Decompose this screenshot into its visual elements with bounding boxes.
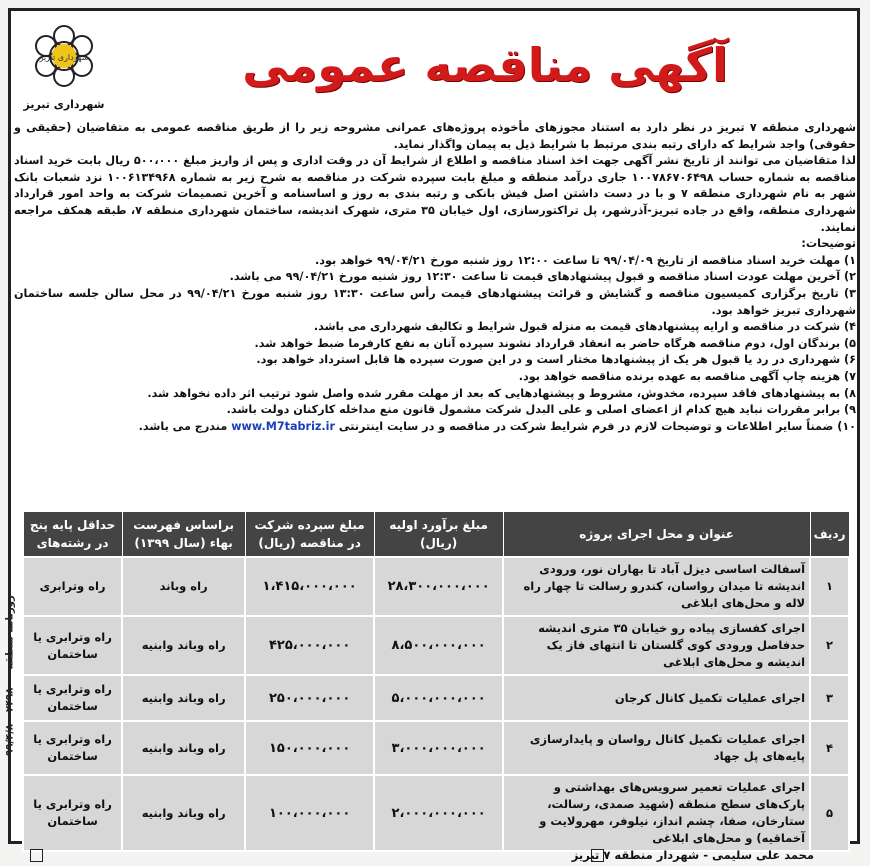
newspaper-side-strip — [0, 560, 14, 800]
col-header-grade: حداقل پایه پنج در رشته‌های — [23, 512, 122, 558]
website-link[interactable]: www.M7tabriz.ir — [231, 419, 336, 433]
footer-box-icon — [591, 849, 604, 862]
cell-pricelist: راه وباند وابنیه — [122, 721, 245, 775]
table-header-row — [23, 512, 849, 558]
cell-grade: راه وترابری یا ساختمان — [23, 775, 122, 851]
cell-estimate: ۳،۰۰۰،۰۰۰،۰۰۰ — [374, 721, 503, 775]
col-header-pricelist: براساس فهرست بهاء (سال ۱۳۹۹) — [122, 512, 245, 558]
cell-pricelist: راه وباند — [122, 557, 245, 616]
cell-row: ۴ — [810, 721, 849, 775]
intro-paragraph-2: لذا متقاضیان می توانند از تاریخ نشر آگهی جهت اخذ اسناد مناقصه و اطلاع از شرایط آن در وقت اداری و پس از واریز مبلغ ۵۰۰،۰۰۰ ریال بابت خرید اسناد مناقصه به شماره حساب ۱۰۰۷۸۶۷۰۶۴۹۸ جاری درآمد منطقه و مبلغ بابت سپرده شرکت در مناقصه به شرح زیر به شماره ۱۰۰۶۱۳۴۹۶۸ نزد شعبات بانک شهر به نام شهرداری منطقه ۷ و با در دست داشتن اصل فیش بانکی و رتبه بندی به روز و اساسنامه و آخرین تصمیمات شرکت به واحد امور قرارداد شهرداری منطقه، واقع در جاده تبریز-آذرشهر، پل تراکتورسازی، اول خیابان ۳۵ متری، شهرک اندیشه، ساختمان شهرداری منطقه ۷، طبقه همکف مراجعه نمایند. — [14, 154, 857, 234]
cell-estimate: ۵،۰۰۰،۰۰۰،۰۰۰ — [374, 675, 503, 721]
footer-box-icon — [30, 849, 43, 862]
cell-grade: راه وترابری — [23, 557, 122, 616]
cell-grade: راه وترابری یا ساختمان — [23, 721, 122, 775]
note-item: ۴) شرکت در مناقصه و ارایه پیشنهادهای قیمت به منزله قبول شرایط و تکالیف شهرداری می باشد. — [313, 320, 856, 334]
notes-list — [14, 253, 856, 436]
table-row — [23, 616, 849, 675]
cell-grade: راه وترابری یا ساختمان — [23, 616, 122, 675]
cell-title: اجرای عملیات تعمیر سرویس‌های بهداشتی و پارک‌های سطح منطقه (شهید صمدی، رسالت، ستارخان، صفا، چشم انداز، نیلوفر، مهرولایت و آخماقیه) و محل‌های ابلاغی — [503, 775, 810, 851]
cell-grade: راه وترابری یا ساختمان — [23, 675, 122, 721]
municipality-logo — [16, 14, 112, 110]
cell-estimate: ۸،۵۰۰،۰۰۰،۰۰۰ — [374, 616, 503, 675]
cell-title: اجرای کفسازی پیاده رو خیابان ۳۵ متری اندیشه حدفاصل ورودی کوی گلستان تا انتهای فاز یک اندیشه و محل‌های ابلاغی — [503, 616, 810, 675]
note-item: ۲) آخرین مهلت عودت اسناد مناقصه و قبول پیشنهادهای قیمت تا ساعت ۱۲:۳۰ روز شنبه مورخ ۹۹/۰۴/۲۱ می باشد. — [229, 270, 856, 284]
notice-body — [14, 120, 856, 435]
col-header-estimate: مبلغ برآورد اولیه (ریال) — [374, 512, 503, 558]
note-10-before: ۱۰) ضمناً سایر اطلاعات و توضیحات لازم در فرم شرایط شرکت در مناقصه و در سایت اینترنتی — [338, 419, 856, 433]
cell-deposit: ۱،۴۱۵،۰۰۰،۰۰۰ — [245, 557, 374, 616]
cell-pricelist: راه وباند وابنیه — [122, 675, 245, 721]
cell-pricelist: راه وباند وابنیه — [122, 616, 245, 675]
note-item: ۹) برابر مقررات نباید هیچ کدام از اعضای اصلی و علی البدل شرکت مشمول قانون منع مداخله کارکنان دولت باشد. — [226, 403, 856, 417]
table-row — [23, 557, 849, 616]
cell-estimate: ۲،۰۰۰،۰۰۰،۰۰۰ — [374, 775, 503, 851]
note-item: ۸) به پیشنهادهای فاقد سپرده، مخدوش، مشروط و پیشنهادهایی که بعد از مهلت مقرر شده واصل شود ترتیب اثر داده نخواهد شد. — [147, 386, 856, 400]
col-header-title: عنوان و محل اجرای پروژه — [503, 512, 810, 558]
cell-row: ۱ — [810, 557, 849, 616]
notice-title: آگهی مناقصه عمومی — [242, 38, 728, 92]
cell-title: آسفالت اساسی دیزل آباد تا بهاران نور، ورودی اندیشه تا میدان رواسان، کندرو رسالت تا چهار راه لاله و محل‌های ابلاغی — [503, 557, 810, 616]
table-row — [23, 775, 849, 851]
cell-deposit: ۱۵۰،۰۰۰،۰۰۰ — [245, 721, 374, 775]
col-header-row: ردیف — [810, 512, 849, 558]
cell-row: ۵ — [810, 775, 849, 851]
table-row — [23, 721, 849, 775]
cell-title: اجرای عملیات تکمیل کانال کرجان — [503, 675, 810, 721]
table-row — [23, 675, 849, 721]
col-header-deposit: مبلغ سپرده شرکت در مناقصه (ریال) — [245, 512, 374, 558]
note-item: ۶) شهرداری در رد یا قبول هر یک از پیشنهادها مختار است و در این صورت سپرده ها قابل استرداد خواهد بود. — [256, 353, 856, 367]
cell-pricelist: راه وباند وابنیه — [122, 775, 245, 851]
note-10-after: مندرج می باشد. — [138, 419, 228, 433]
intro-paragraph-1: شهرداری منطقه ۷ تبریز در نظر دارد به استناد مجوزهای مأخوذه پروژه‌های عمرانی مشروحه زیر را از طریق مناقصه عمومی به متقاضیان (حقیقی و حقوقی) واجد شرایط که دارای رتبه بندی مرتبط با شرایط ذیل به پیمان واگذار نماید. — [14, 121, 856, 151]
cell-title: اجرای عملیات تکمیل کانال رواسان و پایدارسازی پایه‌های پل جهاد — [503, 721, 810, 775]
note-item-10 — [14, 419, 856, 436]
logo-inner-text: شهرداری تبریز — [39, 53, 89, 62]
signature-footer — [30, 846, 854, 864]
note-item: ۳) تاریخ برگزاری کمیسیون مناقصه و گشایش و قرائت پیشنهادهای قیمت رأس ساعت ۱۳:۳۰ روز شنبه مورخ ۹۹/۰۴/۲۱ در محل سالن جلسه ساختمان شهرداری تبریز خواهد بود. — [14, 286, 857, 317]
logo-caption: شهرداری تبریز — [23, 98, 105, 111]
tender-table — [22, 511, 850, 852]
cell-estimate: ۲۸،۳۰۰،۰۰۰،۰۰۰ — [374, 557, 503, 616]
mayor-signature: محمد علی سلیمی - شهردار منطقه ۷ تبریز — [571, 848, 814, 862]
note-item: ۱) مهلت خرید اسناد مناقصه از تاریخ ۹۹/۰۴/۰۹ تا ساعت ۱۲:۰۰ روز شنبه مورخ ۹۹/۰۴/۲۱ خواهد بود. — [315, 253, 856, 267]
cell-deposit: ۴۲۵،۰۰۰،۰۰۰ — [245, 616, 374, 675]
cell-row: ۳ — [810, 675, 849, 721]
notes-title: توضیحات: — [801, 237, 856, 251]
cell-deposit: ۲۵۰،۰۰۰،۰۰۰ — [245, 675, 374, 721]
newspaper-side-text: روزنامه منطقه – ۲۴۹۸۰ – ۹۹/۴/۸ — [4, 595, 16, 756]
note-item: ۷) هزینه چاپ آگهی مناقصه به عهده برنده مناقصه خواهد بود. — [518, 369, 856, 383]
cell-deposit: ۱۰۰،۰۰۰،۰۰۰ — [245, 775, 374, 851]
note-item: ۵) برندگان اول، دوم مناقصه هرگاه حاضر به انعقاد قرارداد نشوند سپرده آنان به نفع کارفرما ضبط خواهد شد. — [254, 336, 856, 350]
cell-row: ۲ — [810, 616, 849, 675]
